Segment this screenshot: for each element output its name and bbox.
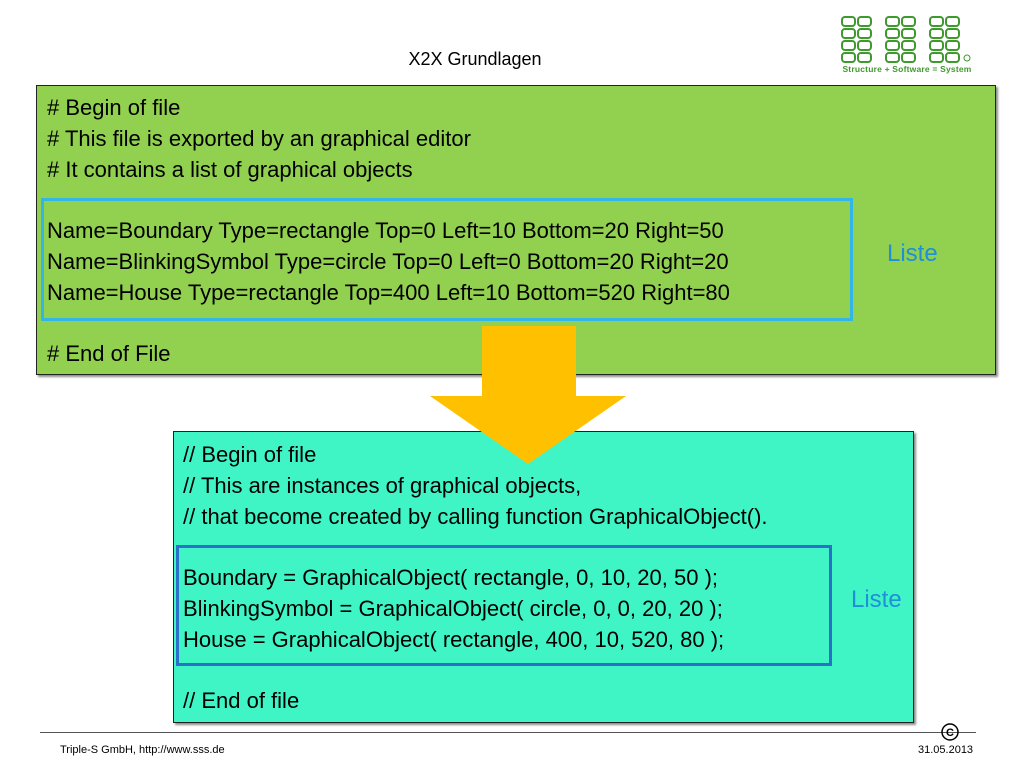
input-line-4: Name=Boundary Type=rectangle Top=0 Left=10 Bottom=20 Right=50 (47, 218, 724, 243)
output-line-7: // End of file (183, 688, 300, 713)
output-line-6: House = GraphicalObject( rectangle, 400, 10, 520, 80 ); (183, 627, 725, 652)
output-line-4: Boundary = GraphicalObject( rectangle, 0, 10, 20, 50 ); (183, 565, 719, 590)
input-line-5: Name=BlinkingSymbol Type=circle Top=0 Left=0 Bottom=20 Right=20 (47, 249, 729, 274)
logo-caption: Structure + Software = System (842, 64, 972, 74)
input-line-2: # This file is exported by an graphical editor (47, 126, 471, 151)
output-code-panel (173, 431, 914, 723)
output-list-label: Liste (851, 586, 902, 613)
slide-title: X2X Grundlagen (408, 49, 542, 69)
copyright-symbol: C (946, 727, 954, 739)
input-line-7: # End of File (47, 341, 171, 366)
output-line-1: // Begin of file (183, 442, 317, 467)
input-list-label: Liste (887, 240, 938, 267)
copyright-icon (940, 722, 960, 742)
input-line-1: # Begin of file (47, 95, 181, 120)
down-arrow-icon (430, 326, 626, 464)
input-line-6: Name=House Type=rectangle Top=400 Left=10 Bottom=520 Right=80 (47, 280, 730, 305)
footer-date: 31.05.2013 (918, 744, 974, 756)
output-line-5: BlinkingSymbol = GraphicalObject( circle, 0, 0, 20, 20 ); (183, 596, 723, 621)
output-line-2: // This are instances of graphical objects, (183, 473, 582, 498)
footer-divider (40, 732, 976, 733)
output-line-3: // that become created by calling function GraphicalObject(). (183, 504, 768, 529)
input-line-3: # It contains a list of graphical objects (47, 157, 413, 182)
footer-company: Triple-S GmbH, http://www.sss.de (60, 744, 225, 756)
